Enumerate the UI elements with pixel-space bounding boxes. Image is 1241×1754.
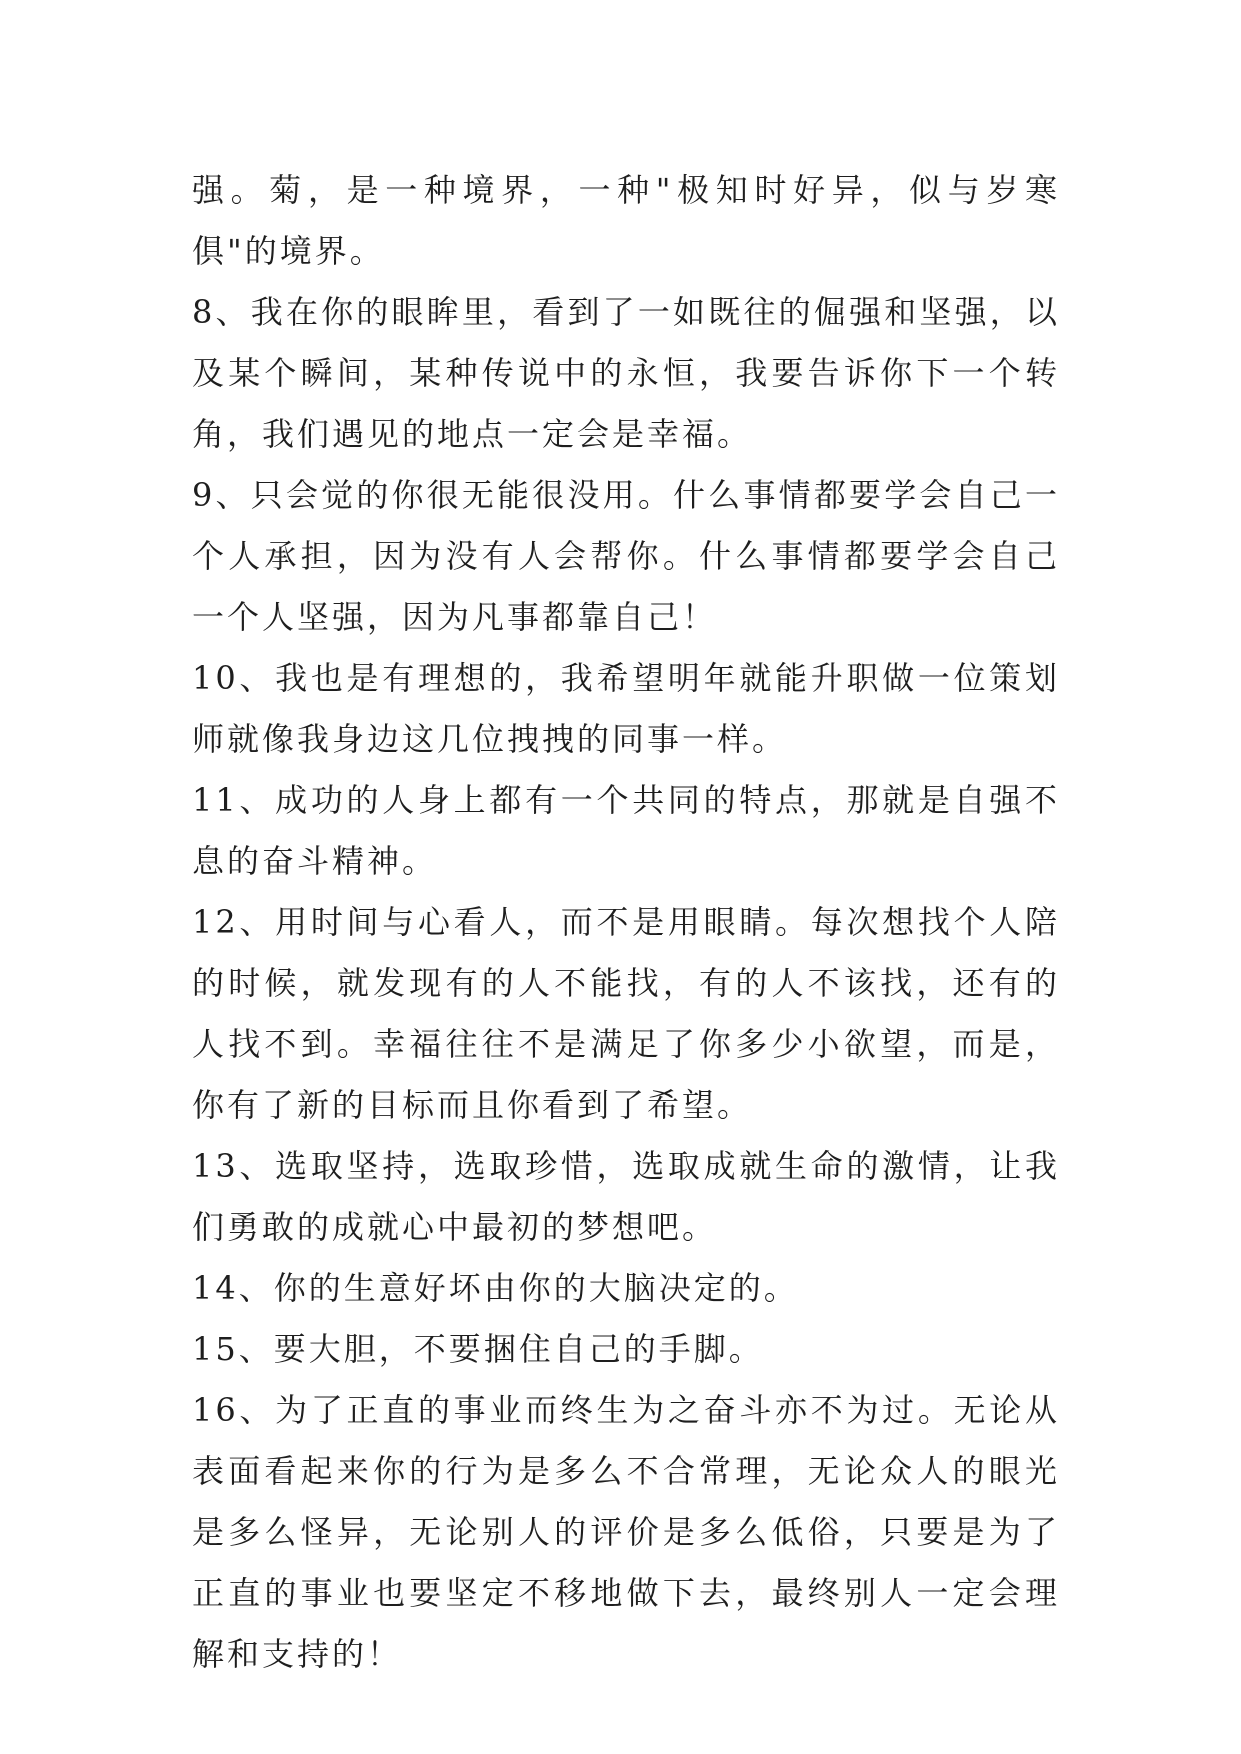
paragraph-10: 16、为了正直的事业而终生为之奋斗亦不为过。无论从表面看起来你的行为是多么不合常理，无论众人的眼光是多么怪异，无论别人的评价是多么低俗，只要是为了正直的事业也要坚定不移地做下去，最终别人一定会理解和支持的！ (192, 1391, 1060, 1673)
paragraph-1: 强。菊，是一种境界，一种"极知时好异，似与岁寒俱"的境界。 (192, 171, 1060, 270)
paragraph-7: 13、选取坚持，选取珍惜，选取成就生命的激情，让我们勇敢的成就心中最初的梦想吧。 (192, 1147, 1060, 1246)
document-body (192, 160, 1060, 1685)
paragraph-4: 10、我也是有理想的，我希望明年就能升职做一位策划师就像我身边这几位拽拽的同事一样。 (192, 659, 1060, 758)
paragraph-2: 8、我在你的眼眸里，看到了一如既往的倔强和坚强，以及某个瞬间，某种传说中的永恒，我要告诉你下一个转角，我们遇见的地点一定会是幸福。 (192, 293, 1060, 453)
paragraph-3: 9、只会觉的你很无能很没用。什么事情都要学会自己一个人承担，因为没有人会帮你。什么事情都要学会自己一个人坚强，因为凡事都靠自己！ (192, 476, 1060, 636)
paragraph-9: 15、要大胆，不要捆住自己的手脚。 (192, 1330, 764, 1368)
paragraph-5: 11、成功的人身上都有一个共同的特点，那就是自强不息的奋斗精神。 (192, 781, 1060, 880)
paragraph-8: 14、你的生意好坏由你的大脑决定的。 (192, 1269, 799, 1307)
paragraph-6: 12、用时间与心看人，而不是用眼睛。每次想找个人陪的时候，就发现有的人不能找，有的人不该找，还有的人找不到。幸福往往不是满足了你多少小欲望，而是，你有了新的目标而且你看到了希望。 (192, 903, 1060, 1124)
